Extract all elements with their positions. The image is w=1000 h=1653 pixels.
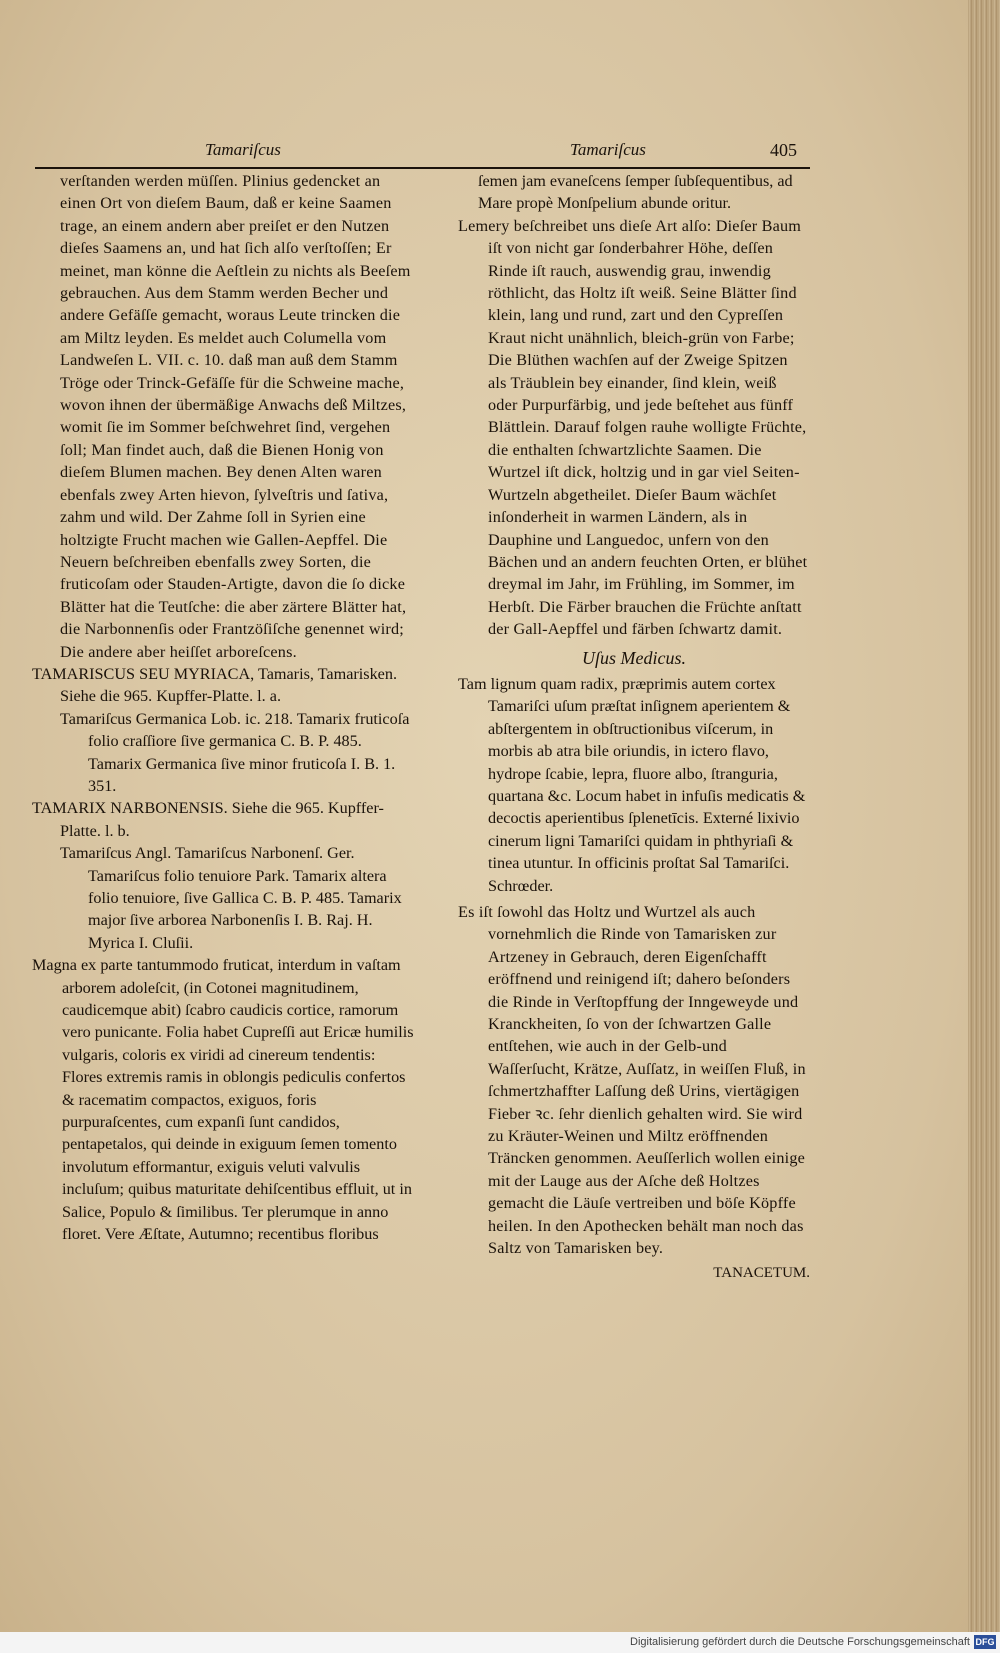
left-paragraph-1: verſtanden werden müſſen. Plinius gedencket an einen Ort von dieſem Baum, daß er keine Saamen trage, an einem andern aber preiſet er den Nutzen dieſes Saamens an, und hat ſich alſo verſtoſſen; Er meinet, man könne die Aeſtlein zu nichts als Beeſem gebrauchen. Aus dem Stamm werden Becher und andere Gefäſſe gemacht, woraus Leute trincken die am Miltz leyden. Es meldet auch Columella vom Landweſen L. VII. c. 10. daß man auß dem Stamm Tröge oder Trinck-Gefäſſe für die Schweine mache, wovon ihnen der übermäßige Anwachs deß Miltzes, womit ſie im Sommer beſchwehret ſind, vergehen ſoll; Man findet auch, daß die Bienen Honig von dieſem Blumen machen. Bey denen Alten waren ebenfals zwey Arten hievon, ſylveſtris und ſativa, zahm und wild. Der Zahme ſoll in Syrien eine holtzigte Frucht machen wie Gallen-Aepffel. Die Neuern beſchreiben ebenfalls zwey Sorten, die fruticoſam oder Stauden-Artigte, davon die ſo dicke Blätter hat die Teutſche: die aber zärtere Blätter hat, die Narbonnenſis oder Frantzöſiſche genennet wird; Die andere aber heiſſet arboreſcens. <box>60 172 411 661</box>
left-column <box>32 170 414 1246</box>
footer-credit: Digitalisierung gefördert durch die Deutsche Forschungsgemeinschaft <box>630 1636 970 1648</box>
right-column <box>458 170 810 1299</box>
right-medical-german: Es iſt ſowohl das Holtz und Wurtzel als auch vornehmlich die Rinde von Tamarisken zur Artzeney in Gebrauch, deren Eigenſchafft eröffnend und reinigend iſt; dahero beſonders die Rinde in Verſtopffung der Inngeweyde und Kranckheiten, ſo von der ſchwartzen Galle entſtehen, wie auch in der Gelb-und Waſſerſucht, Krätze, Auſſatz, in weiſſen Fluß, in ſchmertzhaffter Laſſung deß Urins, viertägigen Fieber ꝛc. ſehr dienlich gehalten wird. Sie wird zu Kräuter-Weinen und Miltz eröffnenden Träncken genommen. Aeuſſerlich wollen einige mit der Lauge aus der Aſche deß Holtzes gemacht die Läuſe vertreiben und böſe Köpffe heilen. In den Apothecken behält man noch das Saltz von Tamarisken bey. <box>458 903 806 1258</box>
left-synonyms-narbonensis: Tamariſcus Angl. Tamariſcus Narbonenſ. Ger. Tamariſcus folio tenuiore Park. Tamarix altera folio tenuiore, ſive Gallica C. B. P. 485. Tamarix major ſive arborea Narbonenſis I. B. Raj. H. Myrica I. Cluſii. <box>60 844 402 952</box>
section-heading-usus-medicus: Uſus Medicus. <box>582 647 686 668</box>
running-head-middle: Tamariſcus <box>570 140 646 159</box>
left-entry-tamariscus: TAMARISCUS SEU MYRIACA, Tamaris, Tamarisken. Siehe die 965. Kupffer-Platte. l. a. <box>32 664 397 706</box>
left-entry-narbonensis: TAMARIX NARBONENSIS. Siehe die 965. Kupffer-Platte. l. b. <box>32 799 384 840</box>
running-head-left: Tamariſcus <box>205 140 281 159</box>
right-lemery-paragraph: Lemery beſchreibet uns dieſe Art alſo: Dieſer Baum iſt von nicht gar ſonderbahrer Höhe, deſſen Rinde iſt rauch, auswendig grau, inwendig röthlicht, das Holtz iſt weiß. Seine Blätter ſind klein, lang und rund, zart und den Cypreſſen Kraut nicht unähnlich, bleich-grün von Farbe; Die Blüthen wachſen auf der Zweige Spitzen als Träublein bey einander, ſind klein, weiß oder Purpurfärbig, und jede beſtehet aus fünff Blättlein. Darauf folgen rauhe wolligte Früchte, die enthalten ſchwartzlichte Saamen. Die Wurtzel iſt dick, holtzig und in gar viel Seiten-Wurtzeln abgetheilet. Dieſer Baum wächſet inſonderheit in warmen Ländern, als in Dauphine und Languedoc, unfern von den Bächen und an andern feuchten Orten, er blühet dreymal im Jahr, im Frühling, im Sommer, im Herbſt. Die Färber brauchen die Früchte anſtatt der Gall-Aepffel und färben ſchwartz damit. <box>458 216 808 639</box>
catchword: TANACETUM. <box>713 1264 810 1281</box>
dfg-logo-icon: DFG <box>975 1637 995 1647</box>
right-medical-latin: Tam lignum quam radix, præprimis autem cortex Tamariſci uſum præſtat inſignem aperientem & abſtergentem in obſtructionibus viſcerum, in morbis ab atra bile oriundis, in ictero flavo, hydrope ſcabie, lepra, fluore albo, ſtranguria, quartana &c. Locum habet in infuſis medicatis & decoctis aperientibus ſplenetīcis. Externé lixivio cinerum ligni Tamariſci quidam in phthyriaſi & tinea utuntur. In officinis proſtat Sal Tamariſci. Schrœder. <box>458 674 806 895</box>
left-description-latin: Magna ex parte tantummodo fruticat, interdum in vaſtam arborem adoleſcit, (in Cotonei magnitudinem, caudicemque abit) ſcabro caudicis cortice, ramorum vero punicante. Folia habet Cupreſſi aut Ericæ humilis vulgaris, coloris ex viridi ad cinereum tendentis: Flores extremis ramis in oblongis pediculis confertos & racematim compactos, exiguos, foris purpuraſcentes, cum expanſi ſunt candidos, pentapetalos, qui deinde in exiguum ſemen tomento involutum efformantur, exiguis veluti valvulis incluſum; quibus maturitate dehiſcentibus effluit, ut in Salice, Populo & ſimilibus. Ter plerumque in anno floret. Vere Æſtate, Autumno; recentibus floribus <box>32 956 414 1244</box>
page-edge <box>968 0 1000 1632</box>
footer-bar <box>0 1632 1000 1653</box>
right-paragraph-1: ſemen jam evaneſcens ſemper ſubſequentibus, ad Mare propè Monſpelium abunde oritur. <box>478 172 793 213</box>
header-rule <box>35 167 810 169</box>
left-synonyms-germanica: Tamariſcus Germanica Lob. ic. 218. Tamarix fruticoſa folio craſſiore ſive germanica C. B. P. 485. Tamarix Germanica ſive minor fruticoſa I. B. 1. 351. <box>60 709 410 795</box>
page-number: 405 <box>770 140 797 160</box>
